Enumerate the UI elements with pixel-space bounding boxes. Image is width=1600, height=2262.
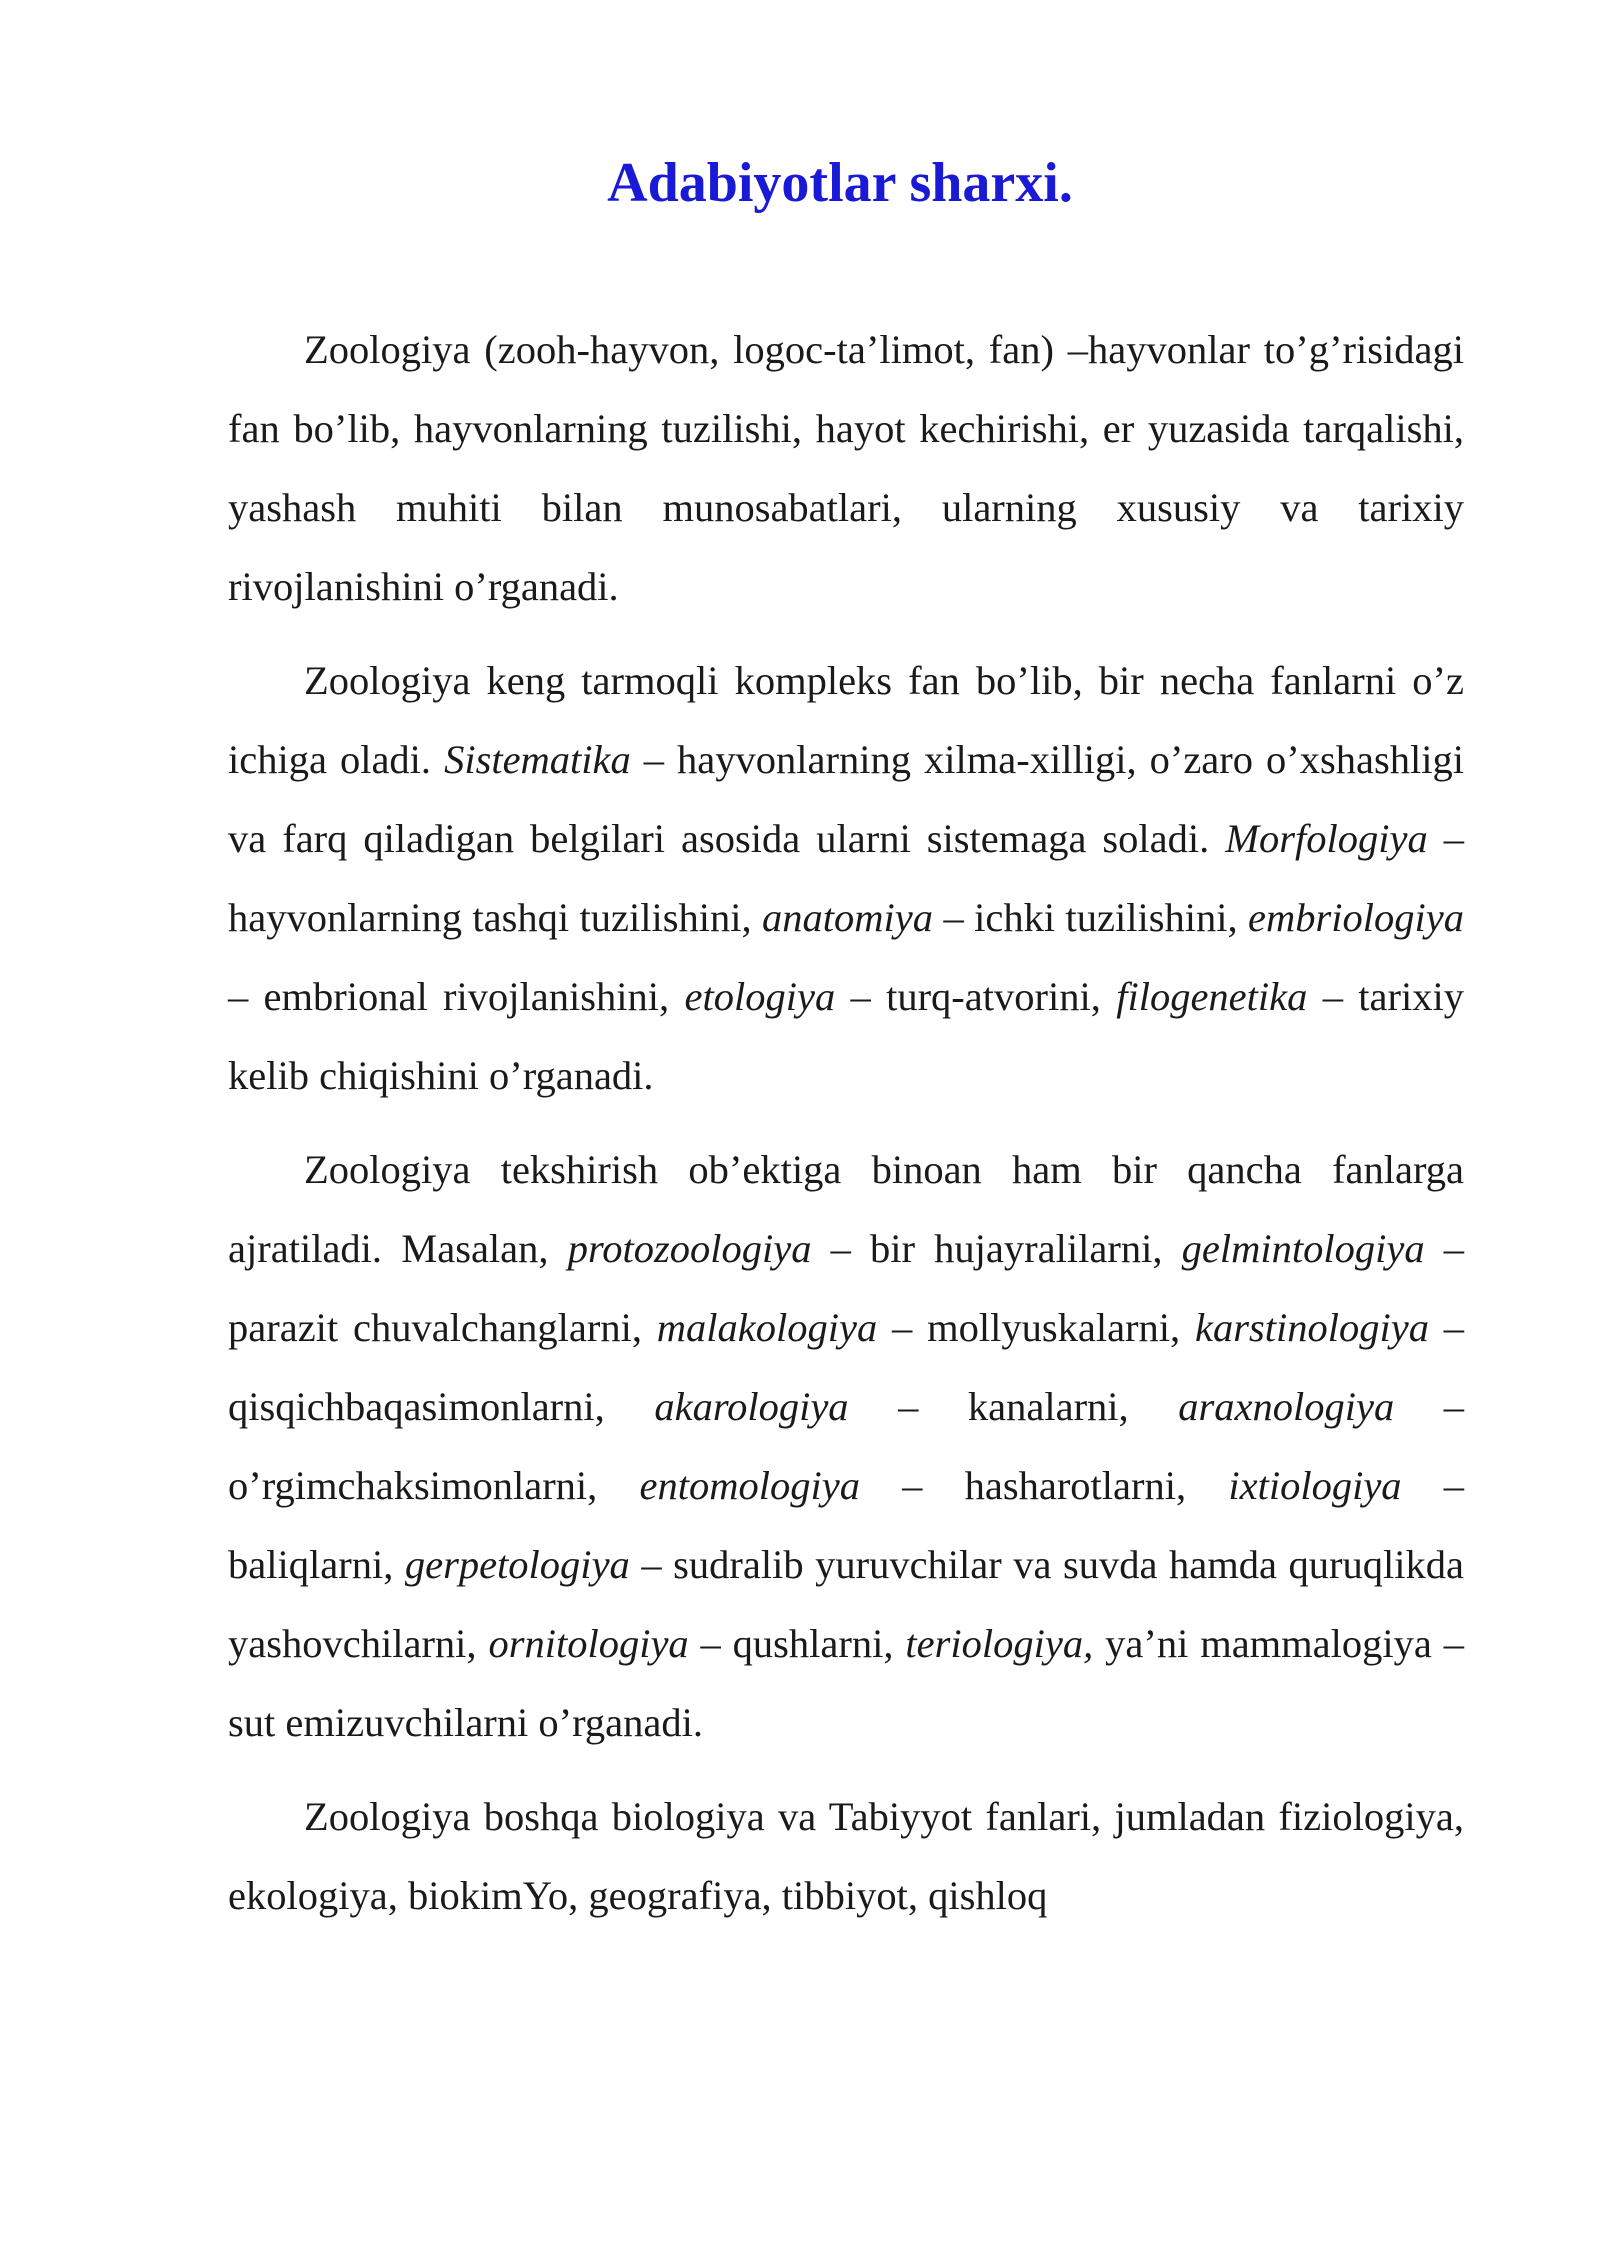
- text-run: – ichki tuzilishini,: [933, 895, 1249, 940]
- italic-term: Sistematika: [444, 737, 631, 782]
- italic-term: araxnologiya: [1178, 1384, 1395, 1429]
- text-run: – sudralib yuruvchilar va suvda hamda quruqlikda yashovchilarni,: [228, 1542, 1464, 1666]
- paragraph: [228, 1130, 1464, 1762]
- text-run: – mollyuskalarni,: [877, 1305, 1195, 1350]
- text-run: – o’rgimchaksimonlarni,: [228, 1384, 1464, 1508]
- text-run: – embrional rivojlanishini,: [228, 974, 685, 1019]
- text-run: – baliqlarni,: [228, 1463, 1465, 1587]
- document-body: [228, 310, 1464, 1950]
- italic-term: Morfologiya: [1225, 816, 1428, 861]
- text-run: – bir hujayralilarni,: [811, 1226, 1182, 1271]
- text-run: Zoologiya (zooh-hayvon, logoc-ta’limot, fan) –hayvonlar to’g’risidagi fan bo’lib, hayvonlarning tuzilishi, hayot kechirishi, er yuzasida tarqalishi, yashash muhiti bilan munosabatlari, ularning xususiy va tarixiy rivojlanishini o’rganadi.: [228, 327, 1464, 609]
- text-run: – turq-atvorini,: [835, 974, 1117, 1019]
- italic-term: gelmintologiya: [1181, 1226, 1425, 1271]
- text-run: – tarixiy kelib chiqishini o’rganadi.: [228, 974, 1464, 1098]
- text-run: – qushlarni,: [688, 1621, 906, 1666]
- text-run: Zoologiya tekshirish ob’ektiga binoan ham bir qancha fanlarga ajratiladi. Masalan,: [228, 1147, 1464, 1271]
- text-run: Zoologiya keng tarmoqli kompleks fan bo’lib, bir necha fanlarni o’z ichiga oladi.: [228, 658, 1464, 782]
- text-run: – parazit chuvalchanglarni,: [228, 1226, 1464, 1350]
- italic-term: embriologiya: [1248, 895, 1464, 940]
- text-run: – hasharotlarni,: [859, 1463, 1229, 1508]
- paragraph: [228, 310, 1464, 626]
- paragraph: [228, 1777, 1464, 1935]
- italic-term: ornitologiya: [488, 1621, 689, 1666]
- text-run: – hayvonlarning tashqi tuzilishini,: [228, 816, 1464, 940]
- page-title: Adabiyotlar sharxi.: [607, 152, 1073, 214]
- paragraph: [228, 641, 1464, 1115]
- italic-term: gerpetologiya: [404, 1542, 630, 1587]
- italic-term: malakologiya: [656, 1305, 878, 1350]
- italic-term: ixtiologiya: [1228, 1463, 1402, 1508]
- text-run: – kanalarni,: [848, 1384, 1179, 1429]
- italic-term: akarologiya: [654, 1384, 849, 1429]
- text-run: – hayvonlarning xilma-xilligi, o’zaro o’xshashligi va farq qiladigan belgilari asosida ularni sistemaga soladi.: [228, 737, 1465, 861]
- text-run: – qisqichbaqasimonlarni,: [228, 1305, 1464, 1429]
- italic-term: teriologiya,: [905, 1621, 1094, 1666]
- italic-term: etologiya: [684, 974, 836, 1019]
- text-run: ya’ni mammalogiya – sut emizuvchilarni o’rganadi.: [228, 1621, 1465, 1745]
- italic-term: karstinologiya: [1194, 1305, 1429, 1350]
- italic-term: protozoologiya: [567, 1226, 812, 1271]
- text-run: Zoologiya boshqa biologiya va Tabiyyot fanlari, jumladan fiziologiya, ekologiya, biokimYo, geografiya, tibbiyot, qishloq: [228, 1794, 1464, 1918]
- italic-term: entomologiya: [639, 1463, 860, 1508]
- italic-term: filogenetika: [1116, 974, 1308, 1019]
- italic-term: anatomiya: [762, 895, 934, 940]
